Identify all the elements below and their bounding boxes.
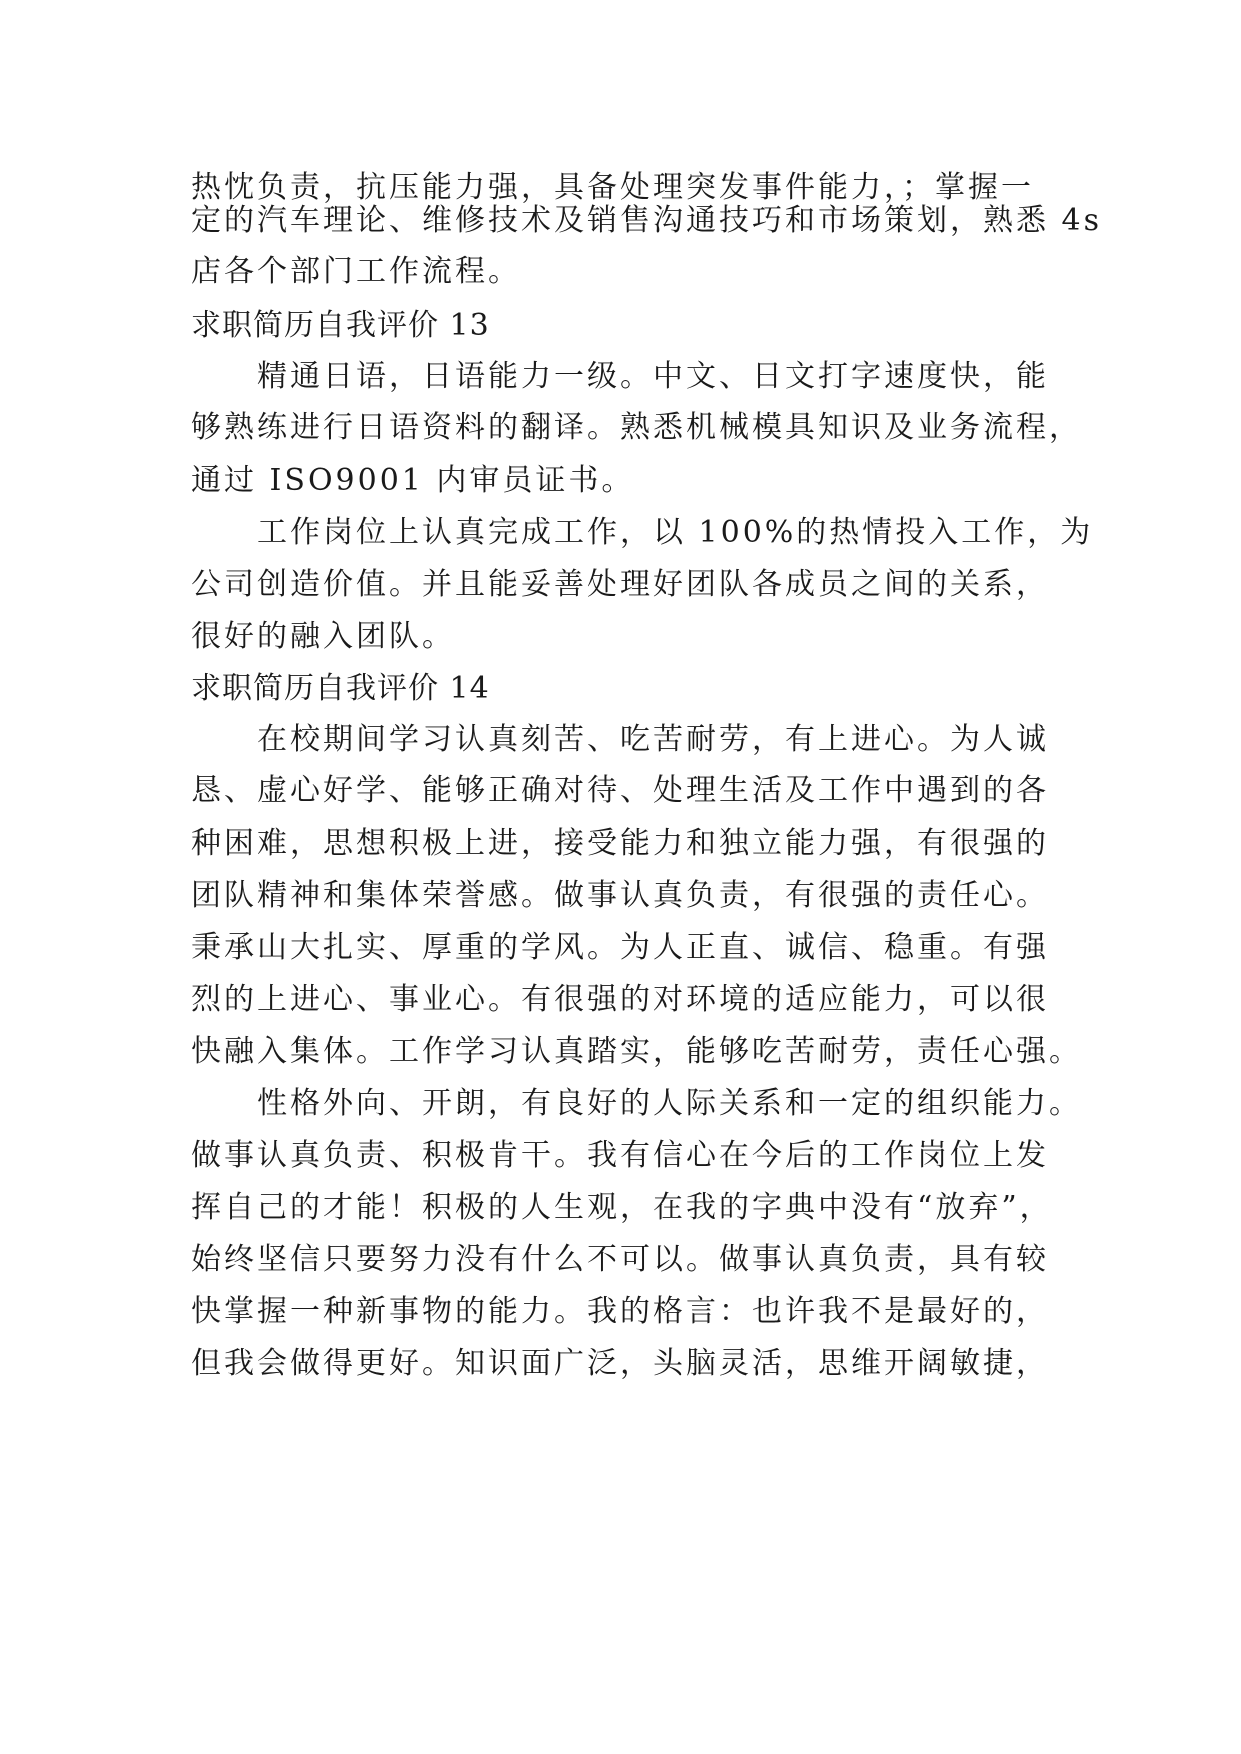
paragraph-line: 公司创造价值。并且能妥善处理好团队各成员之间的关系，	[191, 567, 1049, 602]
paragraph-line: 快掌握一种新事物的能力。我的格言：也许我不是最好的，	[191, 1294, 1049, 1329]
paragraph-line: 工作岗位上认真完成工作，以 100%的热情投入工作，为	[257, 515, 1094, 550]
paragraph-line: 够熟练进行日语资料的翻译。熟悉机械模具知识及业务流程，	[191, 410, 1082, 445]
paragraph-line: 性格外向、开朗，有良好的人际关系和一定的组织能力。	[257, 1086, 1082, 1121]
paragraph-line: 恳、虚心好学、能够正确对待、处理生活及工作中遇到的各	[191, 773, 1049, 808]
paragraph-line: 热忱负责，抗压能力强，具备处理突发事件能力，；掌握一	[191, 170, 1034, 205]
section-heading: 求职简历自我评价 14	[191, 671, 490, 706]
paragraph-line: 在校期间学习认真刻苦、吃苦耐劳，有上进心。为人诚	[257, 722, 1049, 757]
paragraph-line: 精通日语，日语能力一级。中文、日文打字速度快，能	[257, 359, 1049, 394]
paragraph-line: 做事认真负责、积极肯干。我有信心在今后的工作岗位上发	[191, 1138, 1049, 1173]
paragraph-line: 始终坚信只要努力没有什么不可以。做事认真负责，具有较	[191, 1242, 1049, 1277]
paragraph-line: 通过 ISO9001 内审员证书。	[191, 463, 635, 498]
paragraph-line: 很好的融入团队。	[191, 619, 455, 654]
paragraph-line: 定的汽车理论、维修技术及销售沟通技巧和市场策划，熟悉 4s	[191, 203, 1103, 238]
paragraph-line: 快融入集体。工作学习认真踏实，能够吃苦耐劳，责任心强。	[191, 1034, 1082, 1069]
paragraph-line: 秉承山大扎实、厚重的学风。为人正直、诚信、稳重。有强	[191, 930, 1049, 965]
paragraph-line: 种困难，思想积极上进，接受能力和独立能力强，有很强的	[191, 826, 1049, 861]
paragraph-line: 但我会做得更好。知识面广泛，头脑灵活，思维开阔敏捷，	[191, 1346, 1049, 1381]
section-heading: 求职简历自我评价 13	[191, 308, 490, 343]
paragraph-line: 烈的上进心、事业心。有很强的对环境的适应能力，可以很	[191, 982, 1049, 1017]
paragraph-line: 团队精神和集体荣誉感。做事认真负责，有很强的责任心。	[191, 878, 1049, 913]
paragraph-line: 挥自己的才能！积极的人生观，在我的字典中没有“放弃”，	[191, 1190, 1053, 1225]
paragraph-line: 店各个部门工作流程。	[191, 254, 521, 289]
